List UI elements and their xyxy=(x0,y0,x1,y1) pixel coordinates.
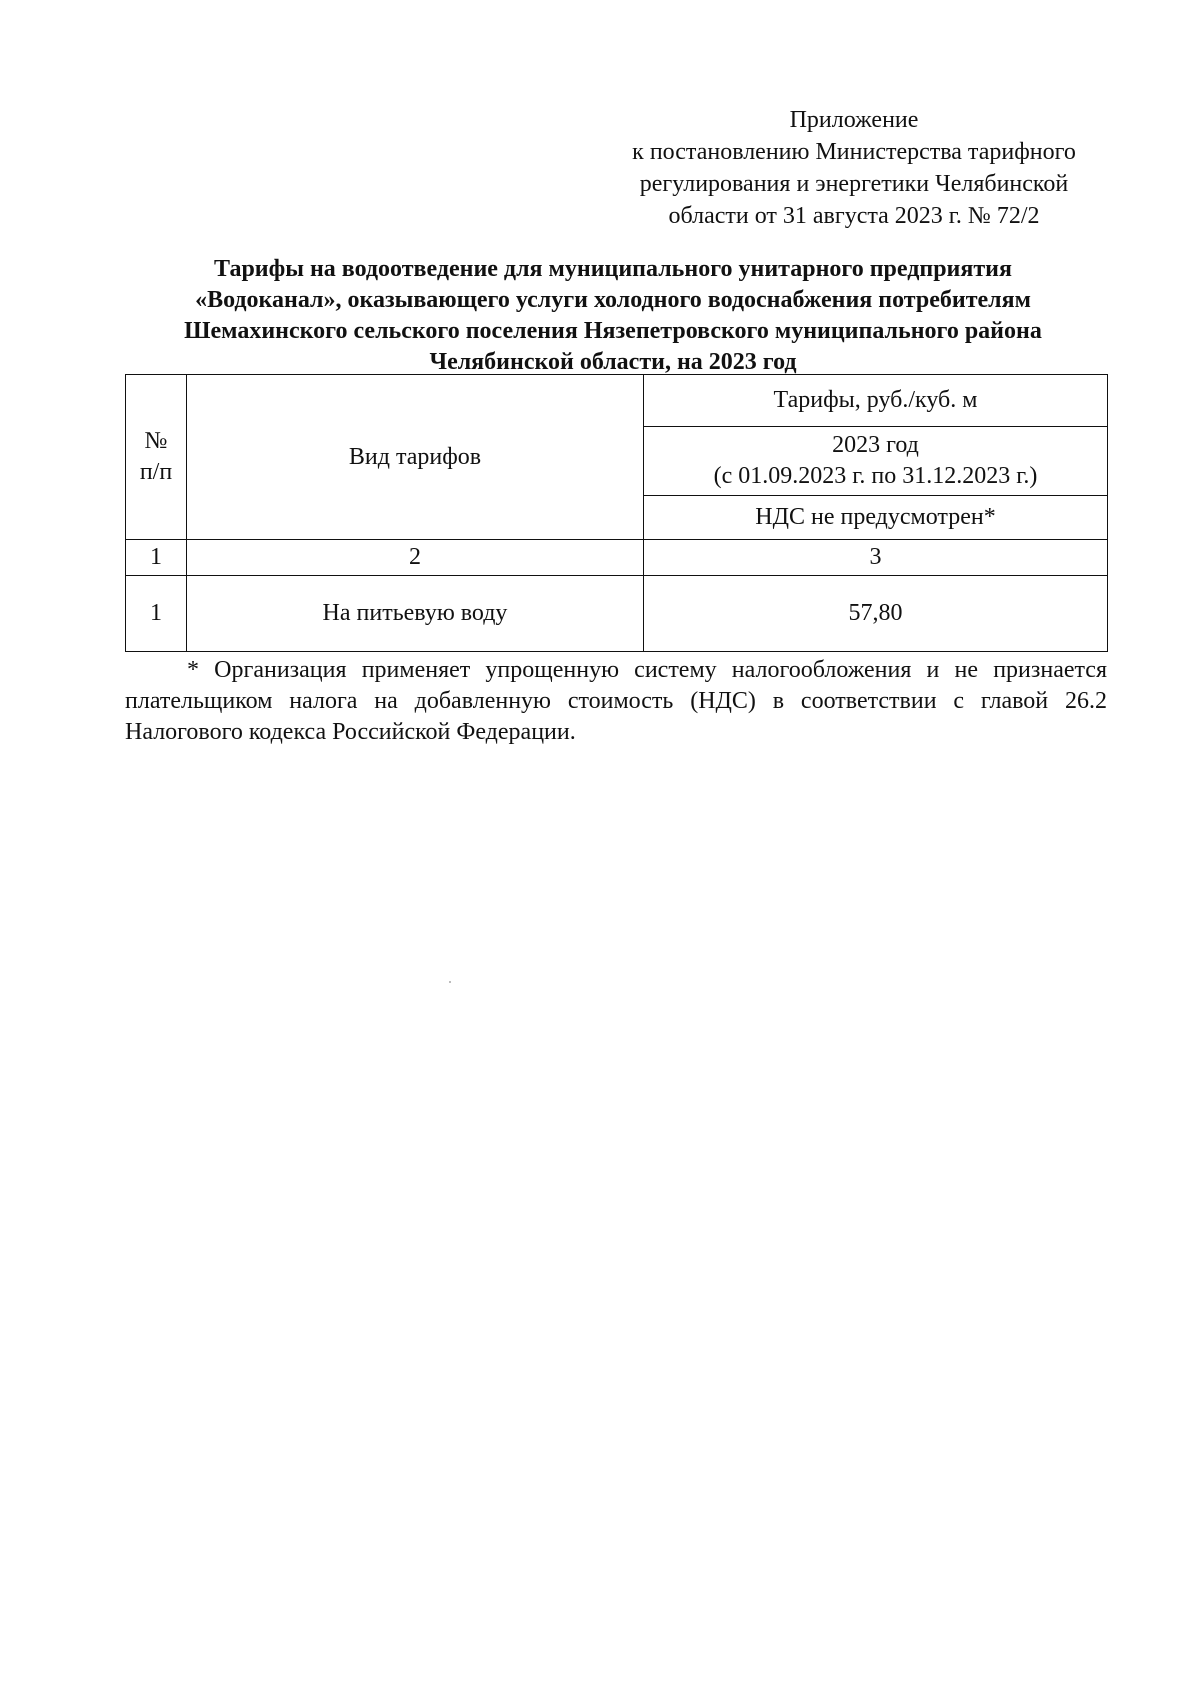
title-line: «Водоканал», оказывающего услуги холодного водоснабжения потребителям xyxy=(195,287,1031,313)
index-cell: 1 xyxy=(126,540,187,576)
appendix-line: регулирования и энергетики Челябинской xyxy=(639,171,1069,197)
footnote: * Организация применяет упрощенную систему налогообложения и не признается плательщиком налога на добавленную стоимость (НДС) в соответствии с главой 26.2 Налогового кодекса Российской Федерации. xyxy=(125,657,1107,745)
scan-speck xyxy=(449,981,451,983)
header-period-year: 2023 год xyxy=(832,432,919,458)
appendix-line: Приложение xyxy=(789,107,919,133)
header-num-abbr: п/п xyxy=(139,459,173,485)
header-tariffs-cell: Тарифы, руб./куб. м xyxy=(644,375,1108,427)
header-num-cell xyxy=(126,375,187,540)
header-num-symbol: № xyxy=(144,428,168,454)
appendix-line: к постановлению Министерства тарифного xyxy=(632,139,1076,165)
table-index-row xyxy=(126,540,1108,576)
row-value-cell: 57,80 xyxy=(644,576,1108,652)
index-cell: 3 xyxy=(644,540,1108,576)
appendix-header xyxy=(584,104,1124,232)
row-kind-cell: На питьевую воду xyxy=(187,576,644,652)
header-period-range: (с 01.09.2023 г. по 31.12.2023 г.) xyxy=(713,463,1038,489)
title-line: Тарифы на водоотведение для муниципального унитарного предприятия xyxy=(214,256,1012,282)
header-kind-cell: Вид тарифов xyxy=(187,375,644,540)
table-header-row xyxy=(126,375,1108,427)
document-title xyxy=(118,254,1108,378)
appendix-line: области от 31 августа 2023 г. № 72/2 xyxy=(668,203,1040,229)
index-cell: 2 xyxy=(187,540,644,576)
table-row xyxy=(126,576,1108,652)
tariff-table xyxy=(125,374,1108,652)
title-line: Шемахинского сельского поселения Нязепетровского муниципального района xyxy=(184,318,1042,344)
header-period-cell xyxy=(644,427,1108,496)
header-vat-cell: НДС не предусмотрен* xyxy=(644,496,1108,540)
row-num-cell: 1 xyxy=(126,576,187,652)
title-line: Челябинской области, на 2023 год xyxy=(429,349,797,375)
